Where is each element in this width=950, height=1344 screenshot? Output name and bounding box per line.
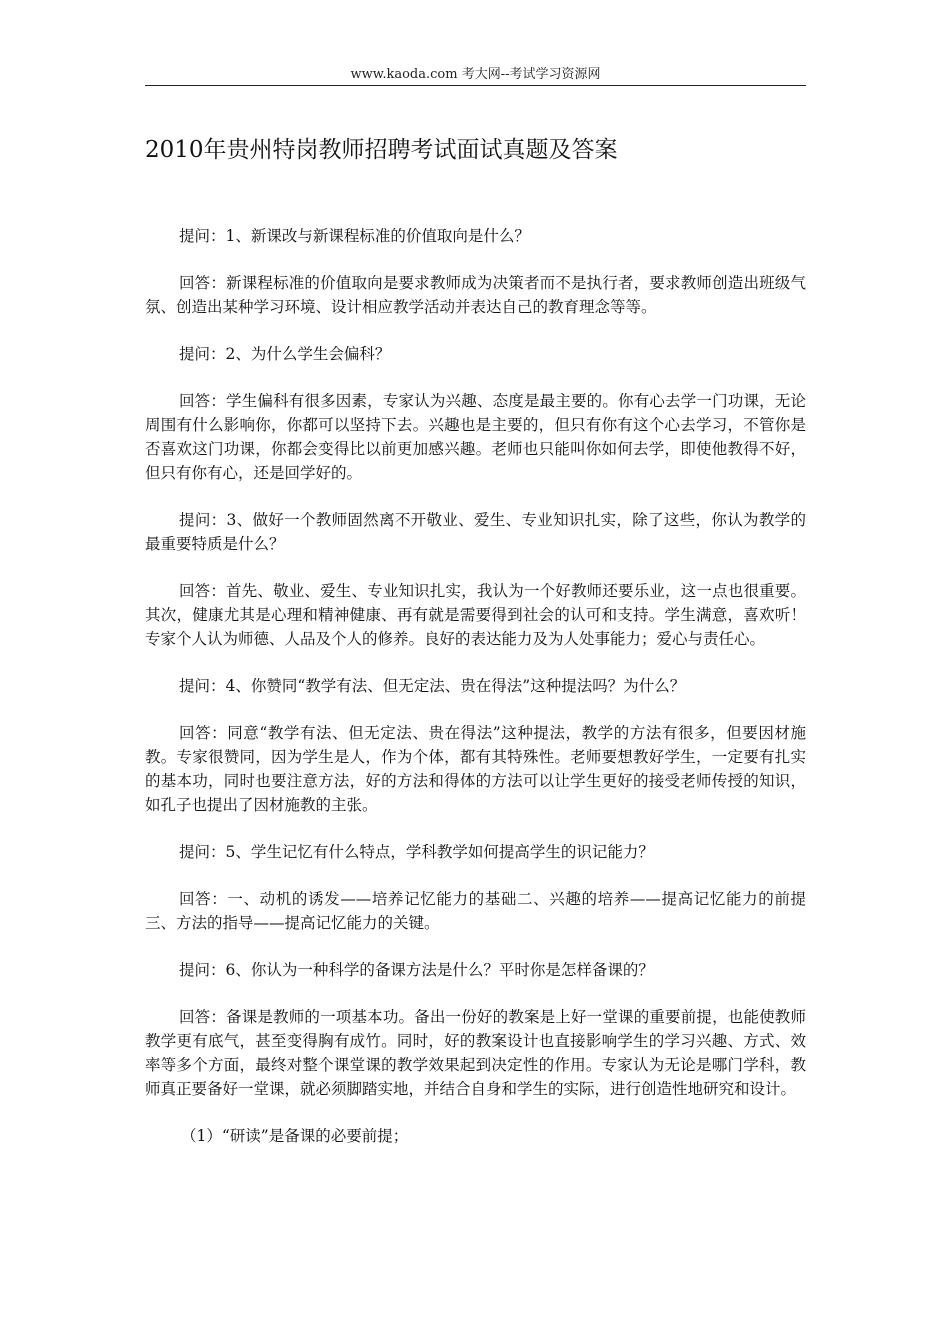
page-header: www.kaoda.com 考大网--考试学习资源网 — [350, 67, 601, 82]
question-4: 提问：4、你赞同“教学有法、但无定法、贵在得法”这种提法吗？为什么？ — [179, 677, 686, 695]
question-6: 提问：6、你认为一种科学的备课方法是什么？平时你是怎样备课的？ — [179, 961, 654, 979]
question-2: 提问：2、为什么学生会偏科？ — [179, 345, 391, 363]
question-5: 提问：5、学生记忆有什么特点，学科教学如何提高学生的识记能力？ — [179, 843, 654, 861]
document-body — [145, 224, 806, 1171]
document-title: 2010年贵州特岗教师招聘考试面试真题及答案 — [145, 137, 618, 163]
answer-3: 回答：首先、敬业、爱生、专业知识扎实，我认为一个好教师还要乐业，这一点也很重要。其次，健康尤其是心理和精神健康、再有就是需要得到社会的认可和支持。学生满意，喜欢听！专家个人认为师德、人品及个人的修养。良好的表达能力及为人处事能力；爱心与责任心。 — [145, 582, 806, 648]
list-item-1: （1）“研读”是备课的必要前提； — [181, 1127, 409, 1145]
answer-5: 回答：一、动机的诱发——培养记忆能力的基础二、兴趣的培养——提高记忆能力的前提三、方法的指导——提高记忆能力的关键。 — [145, 890, 806, 932]
answer-2: 回答：学生偏科有很多因素，专家认为兴趣、态度是最主要的。你有心去学一门功课，无论周围有什么影响你，你都可以坚持下去。兴趣也是主要的，但只有你有这个心去学习，不管你是否喜欢这门功课，你都会变得比以前更加感兴趣。老师也只能叫你如何去学，即使他教得不好，但只有你有心，还是回学好的。 — [145, 392, 806, 482]
question-3: 提问：3、做好一个教师固然离不开敬业、爱生、专业知识扎实，除了这些，你认为教学的最重要特质是什么？ — [145, 511, 806, 553]
header-divider — [145, 85, 806, 86]
answer-1: 回答：新课程标准的价值取向是要求教师成为决策者而不是执行者，要求教师创造出班级气氛、创造出某种学习环境、设计相应教学活动并表达自己的教育理念等等。 — [145, 274, 806, 316]
answer-4: 回答：同意“教学有法、但无定法、贵在得法”这种提法，教学的方法有很多，但要因材施教。专家很赞同，因为学生是人，作为个体，都有其特殊性。老师要想教好学生，一定要有扎实的基本功，同时也要注意方法，好的方法和得体的方法可以让学生更好的接受老师传授的知识，如孔子也提出了因材施教的主张。 — [145, 724, 806, 814]
question-1: 提问：1、新课改与新课程标准的价值取向是什么？ — [179, 227, 530, 245]
answer-6: 回答：备课是教师的一项基本功。备出一份好的教案是上好一堂课的重要前提，也能使教师教学更有底气，甚至变得胸有成竹。同时，好的教案设计也直接影响学生的学习兴趣、方式、效率等多个方面，最终对整个课堂课的教学效果起到决定性的作用。专家认为无论是哪门学科，教师真正要备好一堂课，就必须脚踏实地，并结合自身和学生的实际，进行创造性地研究和设计。 — [145, 1008, 806, 1098]
